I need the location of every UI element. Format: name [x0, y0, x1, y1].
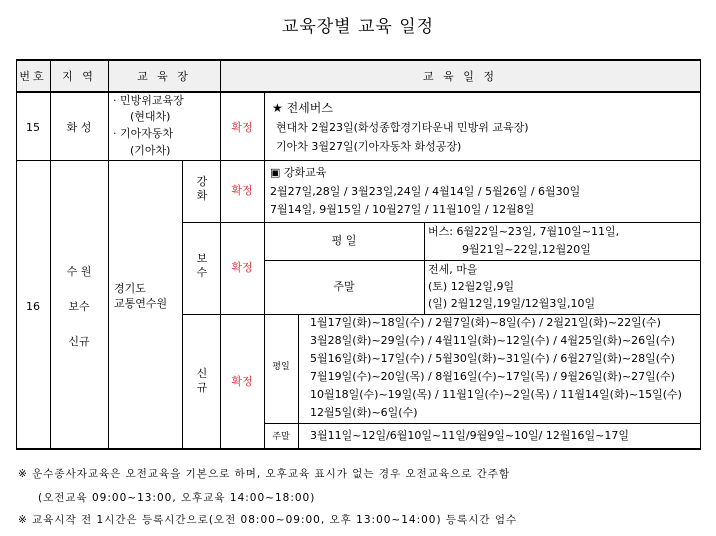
- singyu-weekend-label: 주말: [272, 432, 290, 442]
- gangwha-line: ▣ 강화교육: [270, 166, 327, 179]
- col-divider: [264, 93, 265, 449]
- singyu-label: [194, 367, 210, 395]
- col-divider: [108, 59, 109, 450]
- row15-line: 현대차 2월23일(화성종합경기타운내 민방위 교육장): [276, 121, 529, 134]
- bosu-weekend-line: (일) 2월12일,19일/12월3일,10일: [428, 297, 596, 310]
- singyu-weekday-label: 평일: [272, 362, 290, 372]
- row15-region: 화 성: [66, 121, 92, 134]
- col-divider: [182, 161, 183, 449]
- header-bottom-border: [16, 91, 701, 93]
- gangwha-line: 7월14일, 9월15일 / 10월27일 / 11월10일 / 12월8일: [270, 203, 535, 216]
- singyu-weekday-line: 7월19일(수)~20일(목) / 8월16일(수)~17일(목) / 9월26일(화)~27일(수): [310, 370, 675, 383]
- header-schedule: 교 육 일 정: [220, 60, 700, 92]
- row-divider: [264, 423, 701, 424]
- bosu-label-char: 수: [196, 266, 208, 279]
- singyu-weekday-line: 12월5일(화)~6일(수): [310, 406, 418, 419]
- row-divider: [182, 314, 701, 315]
- row16-region-line: 수 원: [66, 265, 92, 278]
- row15-line: ★ 전세버스: [272, 101, 333, 115]
- bosu-weekday-label: 평 일: [331, 234, 357, 247]
- singyu-label-char: 규: [196, 381, 208, 394]
- footnote: (오전교육 09:00~13:00, 오후교육 14:00~18:00): [38, 492, 316, 504]
- footnote: ※ 교육시작 전 1시간은 등록시간으로(오전 08:00~09:00, 오후 13:00~14:00) 등록시간 엄수: [18, 514, 518, 526]
- col-divider: [424, 222, 425, 314]
- table-left-border: [16, 59, 17, 450]
- gangwha-label: [194, 175, 210, 203]
- row15-venue-line: · 기아자동차: [113, 127, 174, 140]
- row-divider: [182, 222, 701, 223]
- singyu-weekday-line: 5월16일(화)~17일(수) / 5월30일(화)~31일(수) / 6월27일(화)~28일(수): [310, 352, 675, 365]
- gangwha-label-char: 강: [196, 175, 208, 188]
- row15-venue-line: (기아차): [130, 144, 171, 157]
- footnote: ※ 운수종사자교육은 오전교육을 기본으로 하며, 오후교육 표시가 없는 경우 오전교육으로 간주함: [18, 468, 511, 480]
- bosu-label: [194, 252, 210, 280]
- gangwha-label-char: 화: [196, 189, 208, 202]
- row15-line: 기아차 3월27일(기아자동차 화성공장): [276, 140, 462, 153]
- bosu-label-char: 보: [196, 252, 208, 265]
- table-bottom-border: [16, 448, 701, 450]
- header-venue: 교 육 장: [108, 60, 220, 92]
- row-divider: [264, 260, 701, 261]
- page-title: 교육장별 교육 일정: [281, 17, 435, 37]
- row16-venue-line: 교통연수원: [114, 297, 168, 310]
- row15-no: 15: [26, 121, 40, 134]
- header-no: 번호: [16, 60, 50, 92]
- status-badge: 확정: [231, 261, 253, 274]
- table-right-border: [700, 59, 701, 450]
- row15-venue-line: · 민방위교육장: [113, 94, 184, 107]
- status-badge: 확정: [231, 121, 253, 134]
- header-region: 지 역: [50, 60, 108, 92]
- singyu-weekday-line: 3월28일(화)~29일(수) / 4월11일(화)~12일(수) / 4월25일(화)~26일(수): [310, 334, 675, 347]
- status-badge: 확정: [231, 184, 253, 197]
- singyu-weekday-line: 1월17일(화)~18일(수) / 2월7일(화)~8일(수) / 2월21일(화)~22일(수): [310, 316, 661, 329]
- bosu-weekend-line: (토) 12월2일,9일: [428, 280, 515, 293]
- singyu-label-char: 신: [196, 367, 208, 380]
- status-badge: 확정: [231, 375, 253, 388]
- row16-region-line: 신규: [68, 335, 90, 348]
- row-divider: [16, 160, 701, 161]
- col-divider: [220, 59, 221, 450]
- row15-venue-line: (현대차): [130, 110, 171, 123]
- bosu-weekend-line: 전세, 마을: [428, 263, 478, 276]
- singyu-weekend-line: 3월11일~12일/6월10일~11일/9월9일~10일/ 12월16일~17일: [310, 429, 629, 442]
- col-divider: [50, 59, 51, 450]
- bosu-weekday-line: 버스: 6월22일~23일, 7월10일~11일,: [428, 225, 620, 238]
- singyu-weekday-line: 10월18일(수)~19일(목) / 11월1일(수)~2일(목) / 11월14일(화)~15일(수): [310, 388, 682, 401]
- row16-no: 16: [26, 300, 40, 313]
- table-top-border: [16, 59, 701, 61]
- col-divider: [298, 314, 299, 449]
- bosu-weekday-line: 9월21일~22일,12월20일: [462, 243, 591, 256]
- gangwha-line: 2월27일,28일 / 3월23일,24일 / 4월14일 / 5월26일 / 6월30일: [270, 185, 581, 198]
- bosu-weekend-label: 주말: [333, 280, 355, 293]
- row16-region-line: 보수: [68, 300, 90, 313]
- row16-venue-line: 경기도: [114, 282, 146, 295]
